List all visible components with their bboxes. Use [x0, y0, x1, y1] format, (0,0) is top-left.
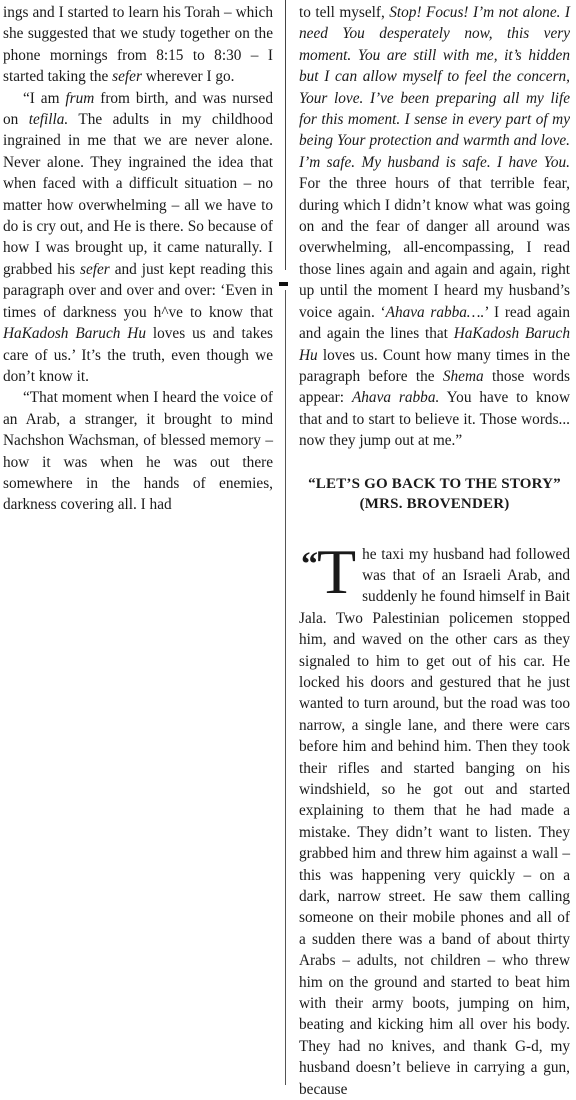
cont-text-a: to tell myself, — [299, 4, 390, 21]
p1-italic: sefer — [112, 68, 142, 86]
cont-text-k: You have to know that and to start to believe it. Those words... now they jump out at me.” — [299, 389, 570, 450]
cont-italic-f: HaKadosh Baruch Hu — [299, 325, 570, 364]
section-heading — [299, 474, 570, 514]
cont-text-i: those words appear: — [299, 367, 570, 407]
p2-text-g: and just kept reading this paragraph over and over and over: ‘Even in times of darkness you h^ve to know that — [3, 260, 273, 321]
p2-italic-f: sefer — [80, 260, 110, 278]
cont-text-c: For the three hours of that terrible fear, during which I didn’t know what was going on and the fear of danger all around was overwhelming, all-encompassing, I read those lines again and again and again, right up until the moment I heard my husband’s voice again. ‘ — [299, 175, 570, 321]
column-divider-lower — [285, 290, 286, 1085]
story-paragraph — [299, 535, 570, 1100]
open-quote-mark: “ — [301, 545, 315, 583]
paragraph-1 — [3, 2, 273, 88]
section-heading-line2: (MRS. BROVENDER) — [359, 495, 510, 512]
continued-paragraph — [299, 2, 570, 452]
column-divider-mark — [279, 282, 288, 286]
p2-text-c: from birth, and was nursed on — [3, 89, 273, 129]
cont-italic-j: Ahava rabba. — [351, 389, 440, 407]
column-divider-upper — [285, 0, 286, 270]
paragraph-3: “That moment when I heard the voice of an Arab, a stranger, it brought to mind Nachshon Wachsman, of blessed memory – how it was when he was out there somewhere in the hands of enemies, darkness covering all. I had — [3, 389, 273, 514]
drop-cap: T — [317, 535, 357, 607]
section-heading-line1: “LET’S GO BACK TO THE STORY” — [308, 475, 561, 492]
story-text: he taxi my husband had followed was that of an Israeli Arab, and suddenly he found himself in Bait Jala. Two Palestinian policemen stopped him, and waved on the other cars as they signaled to him to get out of his car. He locked his doors and gestured that he just wanted to turn around, but the road was too narrow, a single lane, and there were cars before him and behind him. Then they took their rifles and started banging on his windshield, so he got out and started explaining to them that he had made a mistake. They didn’t want to listen. They grabbed him and threw him against a wall – this was happening very quickly – on a dark, narrow street. He saw them calling someone on their mobile phones and all of a sudden there was a band of about thirty Arabs – adults, not children – who threw him on the ground and started to beat him with their army boots, jumping on him, beating and kicking him all over his body. They had no knives, and thank G-d, my husband doesn’t believe in carrying a gun, because — [299, 545, 570, 1098]
p1-text-b: wherever I go. — [141, 68, 235, 86]
cont-italic-d: Ahava rabba…. — [385, 303, 485, 321]
cont-text-e: ’ I read again and again the lines that — [299, 303, 570, 343]
right-column — [299, 2, 570, 1100]
cont-text-g: loves us. Count how many times in the paragraph before the — [299, 346, 570, 385]
p2-text-e: The adults in my childhood ingrained in me that we are never alone. Never alone. They ingrained the idea that when faced with a difficult situation – no matter how overwhelming – all we have to do is cry out, and He is there. So because of how I was brought up, it came naturally. I grabbed his — [3, 111, 273, 278]
p2-text-i: loves us and takes care of us.’ It’s the truth, even though we don’t know it. — [3, 325, 273, 385]
cont-italic-b: Stop! Focus! I’m not alone. I need You desperately now, this very moment. You are still with me, it’s hidden but I can allow myself to feel the concern, Your love. I’ve been preparing all my life for this moment. I sense in every part of my being Your protection and warmth and love. I’m safe. My husband is safe. I have You. — [299, 4, 570, 171]
p2-italic-d: tefilla. — [28, 111, 69, 129]
p2-italic-b: frum — [65, 89, 95, 107]
left-column — [3, 2, 273, 516]
cont-italic-h: Shema — [442, 367, 484, 385]
p1-text-a: ings and I started to learn his Torah – which she suggested that we study together on the phone mornings from 8:15 to 8:30 – I started taking the — [3, 4, 273, 86]
p2-text-a: “I am — [23, 89, 66, 107]
p2-italic-h: HaKadosh Baruch Hu — [3, 325, 146, 343]
paragraph-2 — [3, 88, 273, 388]
